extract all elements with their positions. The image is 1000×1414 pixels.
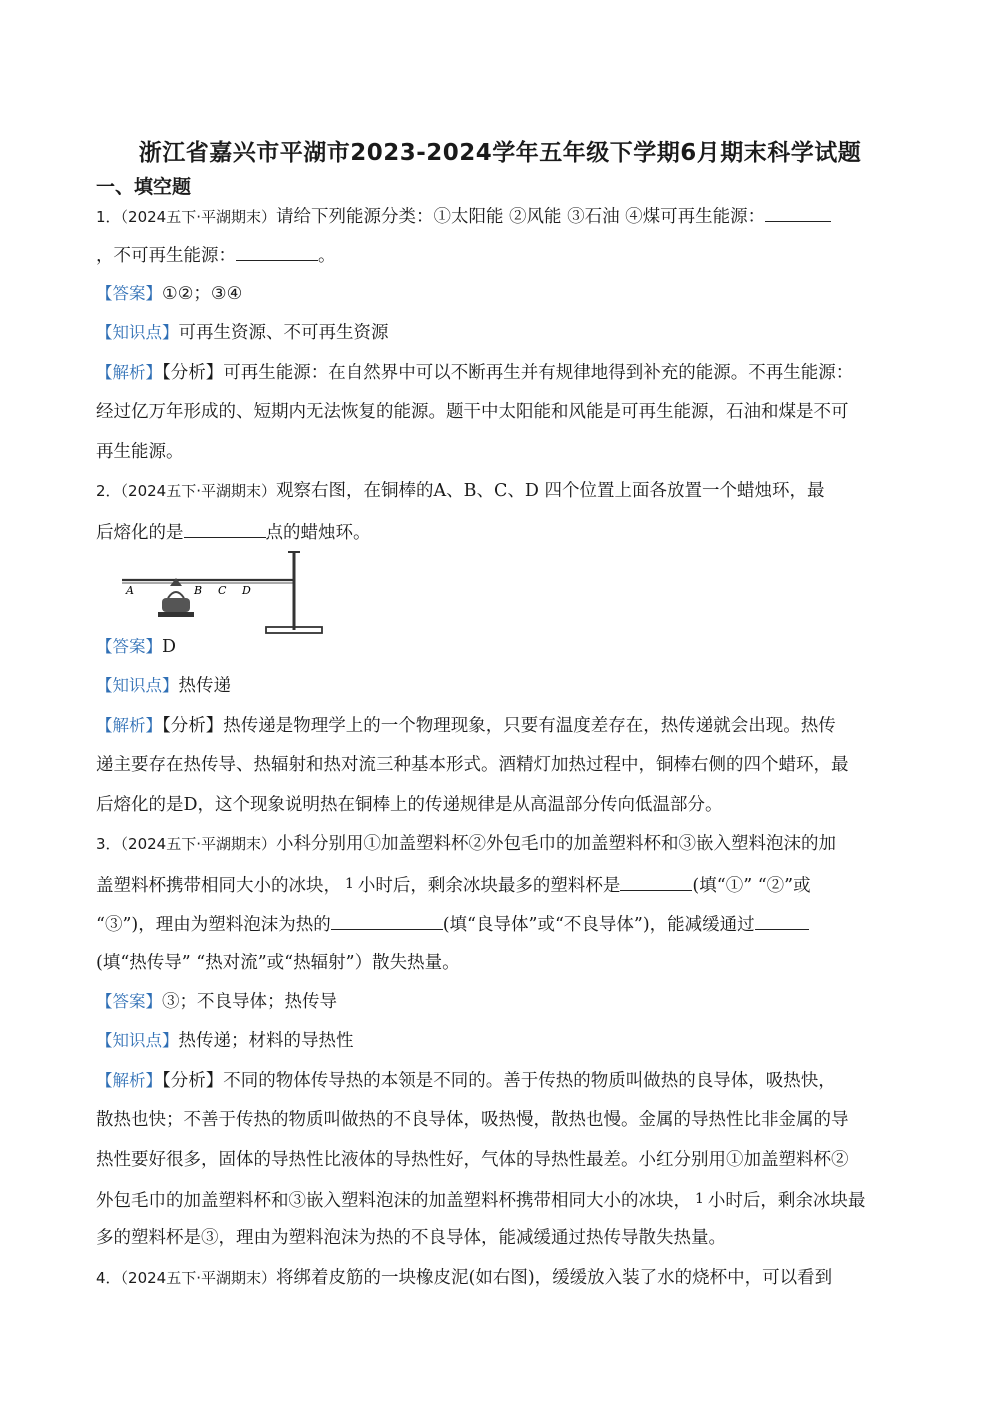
q1-number: 1． <box>96 208 121 226</box>
q3-answer-text: ③；不良导体；热传导 <box>162 992 337 1012</box>
q2-analysis-text-1: 热传递是物理学上的一个物理现象，只要有温度差存在，热传递就会出现。热传 <box>223 716 836 736</box>
q3-knowledge-text: 热传递；材料的导热性 <box>178 1031 354 1051</box>
q1-stem-2: ，不可再生能源： <box>96 246 236 266</box>
q3-answer <box>96 990 916 1014</box>
q3-analysis-text-5: 小时后，剩余冰块最 <box>707 1191 866 1211</box>
q1-knowledge-text: 可再生资源、不可再生资源 <box>178 323 389 343</box>
q1-blank-1 <box>765 203 831 222</box>
q3-source: （2024五下·平湖期末） <box>120 835 276 853</box>
q1-analysis-text-1: 可再生能源：在自然界中可以不断再生并有规律地得到补充的能源。不再生能源： <box>223 363 854 383</box>
q1-analysis-3: 再生能源。 <box>96 442 184 462</box>
label-a: A <box>126 584 134 597</box>
q2-analysis-2: 递主要存在热传导、热辐射和热对流三种基本形式。酒精灯加热过程中，铜棒右侧的四个蜡环，最 <box>96 755 849 775</box>
q2-line-2 <box>96 519 916 545</box>
q1-stem-3: 。 <box>318 246 336 266</box>
q2-blank <box>184 519 266 538</box>
q3-blank-3 <box>755 911 809 930</box>
q3-analysis-4 <box>96 1187 916 1213</box>
q2-stem-2: 后熔化的是 <box>96 523 184 543</box>
q2-answer-text: D <box>162 637 177 657</box>
label-c: C <box>218 584 227 597</box>
q3-analysis-2: 散热也快；不善于传热的物质叫做热的不良导体，吸热慢，散热也慢。金属的导热性比非金属的导 <box>96 1110 849 1130</box>
page-title: 浙江省嘉兴市平湖市2023-2024学年五年级下学期6月期末科学试题 <box>138 140 862 166</box>
lamp-wick <box>168 592 184 598</box>
q3-stem: 小科分别用①加盖塑料杯②外包毛巾的加盖塑料杯和③嵌入塑料泡沫的加 <box>276 834 836 854</box>
q4-source: （2024五下·平湖期末） <box>120 1269 276 1287</box>
q2-stem-3: 点的蜡烛环。 <box>265 523 371 543</box>
answer-tag: 【答案】 <box>96 992 162 1011</box>
q1-stem: 请给下列能源分类：①太阳能 ②风能 ③石油 ④煤可再生能源： <box>276 207 766 227</box>
q1-blank-2 <box>236 242 318 261</box>
q2-stem: 观察右图，在铜棒的A、B、C、D 四个位置上面各放置一个蜡烛环，最 <box>276 481 825 501</box>
copper-rod-figure <box>118 550 328 640</box>
q3-line-4: (填“热传导” “热对流”或“热辐射”）散失热量。 <box>96 953 460 973</box>
answer-tag: 【答案】 <box>96 637 162 656</box>
q1-analysis-2: 经过亿万年形成的、短期内无法恢复的能源。题干中太阳能和风能是可再生能源，石油和煤是不可 <box>96 402 849 422</box>
q3-stem-3: 小时后，剩余冰块最多的塑料杯是 <box>357 876 621 896</box>
q2-answer <box>96 635 916 659</box>
fenxi-tag: 【分析】 <box>162 716 224 736</box>
q3-number: 3． <box>96 835 121 853</box>
q3-stem-6: (填“良导体”或“不良导体”)，能减缓通过 <box>442 915 755 935</box>
fenxi-tag: 【分析】 <box>162 363 224 383</box>
q2-number: 2． <box>96 482 121 500</box>
q3-blank-1 <box>620 872 692 891</box>
q1-line-1 <box>96 203 916 229</box>
knowledge-tag: 【知识点】 <box>96 1031 179 1050</box>
q3-stem-2: 盖塑料杯携带相同大小的冰块， <box>96 876 341 896</box>
q2-knowledge <box>96 674 916 698</box>
q2-line-1 <box>96 479 916 503</box>
q2-analysis-3: 后熔化的是D，这个现象说明热在铜棒上的传递规律是从高温部分传向低温部分。 <box>96 795 723 815</box>
fenxi-tag: 【分析】 <box>162 1071 224 1091</box>
answer-tag: 【答案】 <box>96 284 162 303</box>
q3-line-3 <box>96 911 916 937</box>
q1-source: （2024五下·平湖期末） <box>120 208 276 226</box>
q1-knowledge <box>96 321 916 345</box>
analysis-tag: 【解析】 <box>96 363 162 382</box>
q3-analysis-3: 热性要好很多，固体的导热性比液体的导热性好，气体的导热性最差。小红分别用①加盖塑料杯② <box>96 1150 849 1170</box>
q3-analysis-text-4: 外包毛巾的加盖塑料杯和③嵌入塑料泡沫的加盖塑料杯携带相同大小的冰块， <box>96 1191 691 1211</box>
q3-analysis-hour: 1 <box>695 1191 704 1207</box>
q3-stem-4: (填“①” “②”或 <box>692 876 811 896</box>
analysis-tag: 【解析】 <box>96 716 162 735</box>
q4-stem: 将绑着皮筋的一块橡皮泥(如右图)，缓缓放入装了水的烧杯中，可以看到 <box>276 1268 833 1288</box>
q3-analysis-text-1: 不同的物体传导热的本领是不同的。善于传热的物质叫做热的良导体，吸热快， <box>223 1071 836 1091</box>
q3-analysis-1 <box>96 1069 916 1093</box>
q2-source: （2024五下·平湖期末） <box>120 482 276 500</box>
q1-answer-text: ①②；③④ <box>162 284 243 304</box>
label-b: B <box>194 584 203 597</box>
knowledge-tag: 【知识点】 <box>96 676 179 695</box>
q1-answer <box>96 282 916 306</box>
alcohol-lamp-icon <box>162 598 190 612</box>
q4-line-1 <box>96 1266 916 1290</box>
label-d: D <box>242 584 251 597</box>
q1-line-2 <box>96 242 916 268</box>
q3-stem-5: “③”)，理由为塑料泡沫为热的 <box>96 915 331 935</box>
q4-number: 4． <box>96 1269 121 1287</box>
q3-knowledge <box>96 1029 916 1053</box>
q3-line-2 <box>96 872 916 898</box>
lamp-base <box>158 612 194 617</box>
knowledge-tag: 【知识点】 <box>96 323 179 342</box>
q3-analysis-5: 多的塑料杯是③，理由为塑料泡沫为热的不良导体，能减缓通过热传导散失热量。 <box>96 1228 726 1248</box>
q1-analysis-1 <box>96 361 916 385</box>
analysis-tag: 【解析】 <box>96 1071 162 1090</box>
q2-knowledge-text: 热传递 <box>178 676 231 696</box>
q3-blank-2 <box>331 911 443 930</box>
q3-line-1 <box>96 832 916 856</box>
q2-analysis-1 <box>96 714 916 738</box>
section-heading: 一、填空题 <box>96 176 192 198</box>
q3-hour-number: 1 <box>345 876 354 892</box>
